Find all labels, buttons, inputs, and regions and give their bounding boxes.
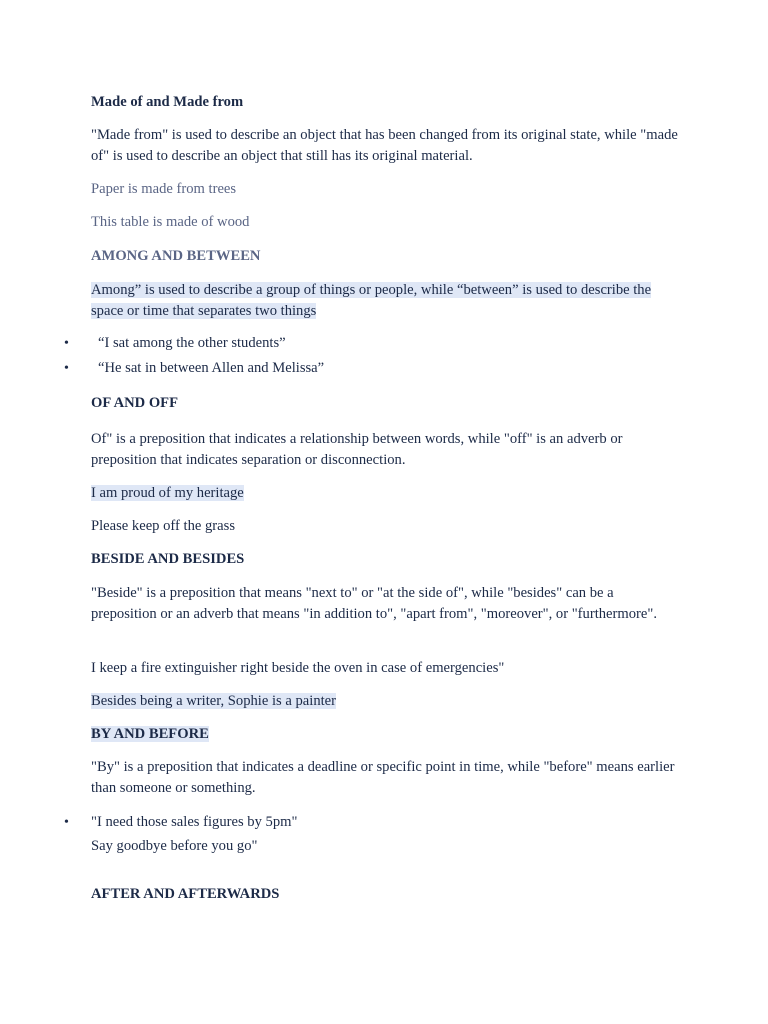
- heading-after-afterwards: AFTER AND AFTERWARDS: [91, 886, 280, 902]
- bullet-marker: •: [64, 361, 69, 376]
- bullet-marker: •: [64, 336, 69, 351]
- example-heritage: [91, 483, 681, 504]
- paragraph-among-between: [91, 280, 681, 321]
- heading-made-of-made-from: Made of and Made from: [91, 94, 244, 110]
- list-item-between: “He sat in between Allen and Melissa”: [98, 360, 325, 376]
- bullet-marker: •: [64, 815, 69, 830]
- highlight: Among” is used to describe a group of things or people, while “between” is used to describe the space or time that separates two things: [91, 282, 652, 319]
- example-table: This table is made of wood: [91, 214, 250, 230]
- highlight: BY AND BEFORE: [91, 726, 209, 742]
- example-paper: Paper is made from trees: [91, 181, 237, 197]
- example-grass: Please keep off the grass: [91, 518, 235, 534]
- heading-beside-besides: BESIDE AND BESIDES: [91, 551, 245, 567]
- paragraph-of-off: Of" is a preposition that indicates a relationship between words, while "off" is an adverb or preposition that indicates separation or disconnection.: [91, 431, 623, 468]
- heading-among-between: AMONG AND BETWEEN: [91, 248, 261, 264]
- highlight: I am proud of my heritage: [91, 485, 244, 501]
- paragraph-beside-besides: "Beside" is a preposition that means "next to" or "at the side of", while "besides" can be a preposition or an adverb that means "in addition to", "apart from", "moreover", or "furthermore".: [91, 585, 657, 622]
- example-sophie: [91, 691, 681, 712]
- highlight: Besides being a writer, Sophie is a painter: [91, 693, 337, 709]
- list-item-among: “I sat among the other students”: [98, 335, 286, 351]
- heading-of-off: OF AND OFF: [91, 395, 179, 411]
- list-item-sales-figures: "I need those sales figures by 5pm": [91, 814, 298, 830]
- paragraph-by-before: "By" is a preposition that indicates a deadline or specific point in time, while "before" means earlier than someone or something.: [91, 759, 675, 796]
- heading-by-before: [91, 724, 681, 745]
- example-extinguisher: I keep a fire extinguisher right beside the oven in case of emergencies": [91, 660, 505, 676]
- list-item-say-goodbye: Say goodbye before you go": [91, 838, 258, 854]
- paragraph-made-from: "Made from" is used to describe an object that has been changed from its original state, while "made of" is used to describe an object that still has its original material.: [91, 127, 678, 164]
